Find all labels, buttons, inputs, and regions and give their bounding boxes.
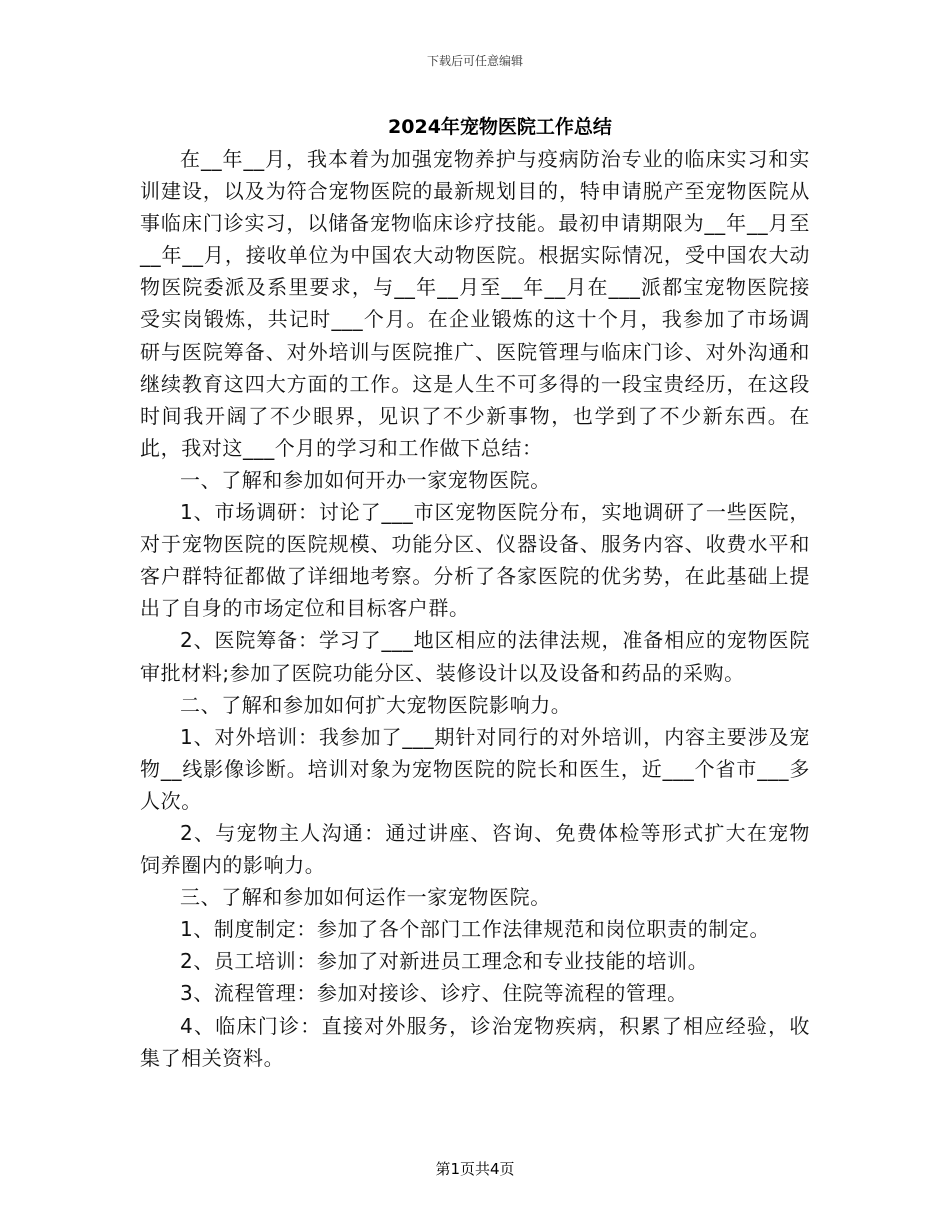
- document-title: 2024年宠物医院工作总结: [388, 116, 612, 138]
- paragraph-process-management: 3、流程管理：参加对接诊、诊疗、住院等流程的管理。: [180, 981, 688, 1006]
- page-number: 第1页共4页: [435, 1160, 515, 1178]
- document-body: [140, 143, 810, 1074]
- paragraph-external-training: 1、对外培训：我参加了___期针对同行的对外培训，内容主要涉及宠物__线影像诊断。培训对象为宠物医院的院长和医生，近___个省市___多人次。: [140, 724, 810, 813]
- paragraph-owner-communication: 2、与宠物主人沟通：通过讲座、咨询、免费体检等形式扩大在宠物饲养圈内的影响力。: [140, 820, 810, 878]
- paragraph-hospital-preparation: 2、医院筹备：学习了___地区相应的法律法规，准备相应的宠物医院审批材料;参加了医院功能分区、装修设计以及设备和药品的采购。: [140, 628, 810, 685]
- paragraph-staff-training: 2、员工培训：参加了对新进员工理念和专业技能的培训。: [180, 949, 709, 974]
- paragraph-market-research: 1、市场调研：讨论了___市区宠物医院分布，实地调研了一些医院，对于宠物医院的医院规模、功能分区、仪器设备、服务内容、收费水平和客户群特征都做了详细地考察。分析了各家医院的优劣势，在此基础上提出了自身的市场定位和目标客户群。: [140, 500, 810, 621]
- section-heading-1: 一、了解和参加如何开办一家宠物医院。: [180, 467, 551, 492]
- header-note: 下载后可任意编辑: [426, 54, 523, 68]
- section-heading-3: 三、了解和参加如何运作一家宠物医院。: [180, 885, 551, 910]
- section-heading-2: 二、了解和参加如何扩大宠物医院影响力。: [180, 692, 572, 717]
- paragraph-policy-making: 1、制度制定：参加了各个部门工作法律规范和岗位职责的制定。: [180, 917, 771, 942]
- paragraph-intro: 在__年__月，我本着为加强宠物养护与疫病防治专业的临床实习和实训建设，以及为符合宠物医院的最新规划目的，特申请脱产至宠物医院从事临床门诊实习，以储备宠物临床诊疗技能。最初申请期限为__年__月至__年__月，接收单位为中国农大动物医院。根据实际情况，受中国农大动物医院委派及系里要求，与__年__月至__年__月在___派都宝宠物医院接受实岗锻炼，共记时___个月。在企业锻炼的这十个月，我参加了市场调研与医院筹备、对外培训与医院推广、医院管理与临床门诊、对外沟通和继续教育这四大方面的工作。这是人生不可多得的一段宝贵经历，在这段时间我开阔了不少眼界，见识了不少新事物，也学到了不少新东西。在此，我对这___个月的学习和工作做下总结：: [140, 147, 810, 460]
- paragraph-clinical-outpatient: 4、临床门诊：直接对外服务，诊治宠物疾病，积累了相应经验，收集了相关资料。: [140, 1013, 810, 1070]
